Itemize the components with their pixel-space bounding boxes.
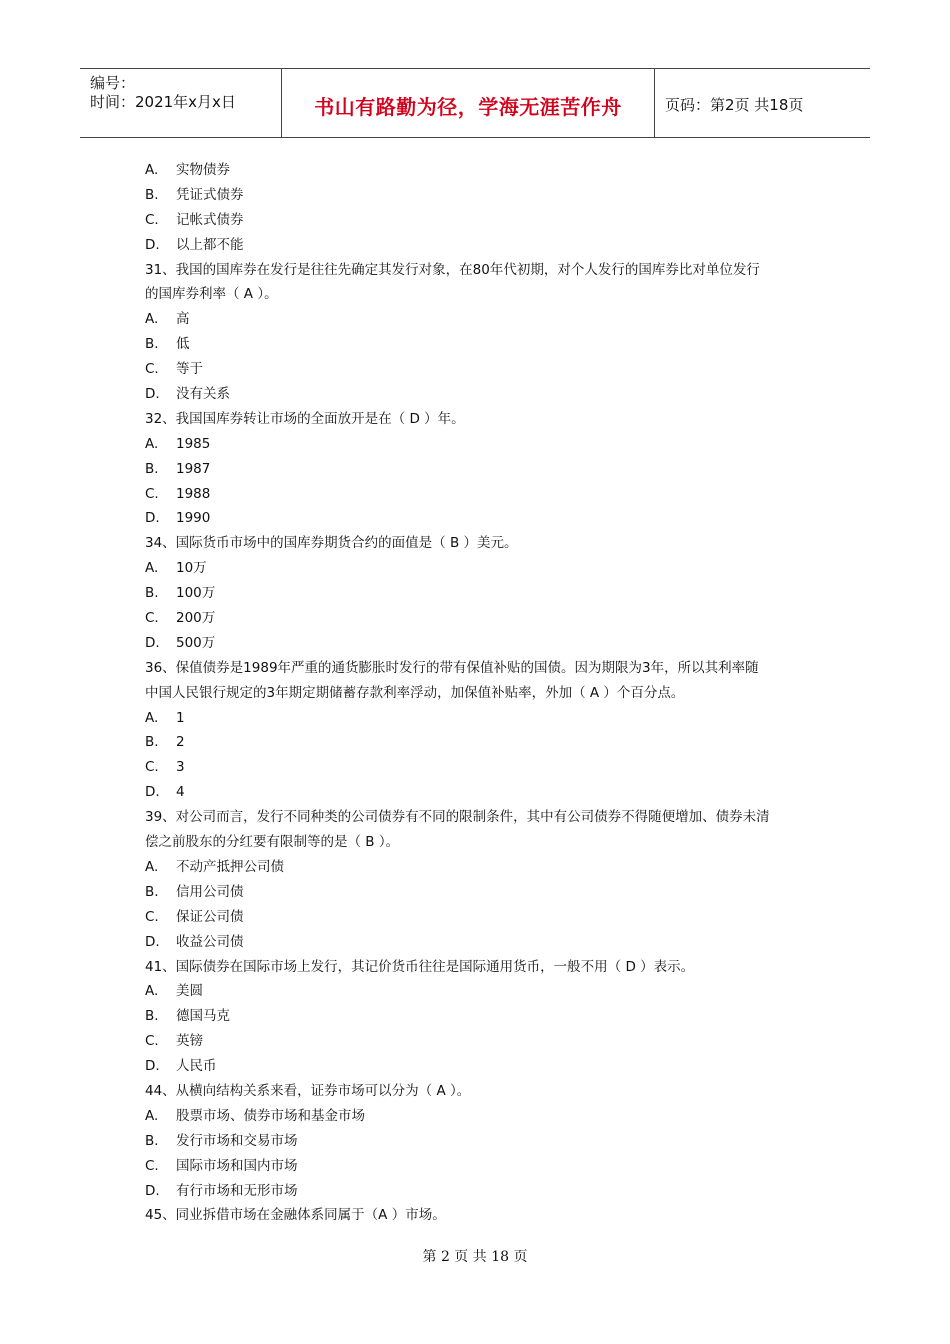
answer-option [145,457,815,482]
document-time-label: 时间：2021年x月x日 [90,93,236,111]
option-letter: B. [145,883,159,900]
option-letter: D. [145,634,160,651]
question-stem-line: 偿之前股东的分红要有限制等的是（ B ）。 [145,834,400,851]
option-text: 人民币 [176,1058,217,1075]
option-letter: D. [145,236,160,253]
option-letter: D. [145,510,160,527]
option-text: 等于 [176,361,203,378]
answer-option [145,307,815,332]
document-number-label: 编号： [90,74,136,92]
option-text: 收益公司债 [176,933,244,950]
option-text: 200万 [176,610,216,627]
answer-option [145,855,815,880]
header-page-cell [655,69,870,137]
option-text: 1 [176,709,185,726]
answer-option [145,755,815,780]
question-stem-line: 31、我国的国库券在发行是往往先确定其发行对象，在80年代初期，对个人发行的国库券比对单位发行 [145,261,760,278]
option-letter: A. [145,435,159,452]
question-stem-line: 39、对公司而言，发行不同种类的公司债券有不同的限制条件，其中有公司债券不得随便增加、债券未清 [145,809,770,826]
option-text: 2 [176,734,185,751]
answer-option [145,1104,815,1129]
option-text: 10万 [176,560,207,577]
answer-option [145,581,815,606]
answer-option [145,1154,815,1179]
answer-option [145,880,815,905]
option-letter: D. [145,784,160,801]
question-stem-line: 中国人民银行规定的3年期定期储蓄存款利率浮动，加保值补贴率，外加（ A ）个百分点。 [145,684,685,701]
header-page-label: 页码：第2页 共18页 [665,96,804,114]
option-letter: D. [145,933,160,950]
answer-option [145,706,815,731]
answer-option [145,1179,815,1204]
option-letter: B. [145,186,159,203]
question-stem-line: 32、我国国库券转让市场的全面放开是在（ D ）年。 [145,410,465,427]
page-footer: 第 2 页 共 18 页 [422,1249,528,1265]
option-text: 美圆 [176,983,203,1000]
option-text: 1990 [176,510,211,527]
option-text: 没有关系 [176,386,230,403]
question-stem-line: 34、国际货币市场中的国库券期货合约的面值是（ B ）美元。 [145,535,518,552]
option-text: 1985 [176,435,211,452]
option-letter: D. [145,1182,160,1199]
answer-option [145,1129,815,1154]
option-letter: C. [145,908,159,925]
question-list [145,158,815,1228]
answer-option [145,233,815,258]
answer-option [145,905,815,930]
answer-option [145,382,815,407]
option-letter: B. [145,585,159,602]
option-text: 记帐式债券 [176,211,244,228]
option-text: 股票市场、债券市场和基金市场 [176,1107,365,1124]
option-letter: A. [145,983,159,1000]
option-letter: A. [145,1107,159,1124]
option-text: 信用公司债 [176,883,244,900]
answer-option [145,332,815,357]
option-letter: B. [145,460,159,477]
answer-option [145,357,815,382]
answer-option [145,1029,815,1054]
option-text: 1988 [176,485,211,502]
answer-option [145,631,815,656]
answer-option [145,780,815,805]
option-text: 凭证式债券 [176,186,244,203]
option-letter: C. [145,361,159,378]
option-text: 实物债券 [176,162,230,178]
option-letter: C. [145,1033,159,1050]
question-stem-line: 44、从横向结构关系来看，证券市场可以分为（ A ）。 [145,1082,471,1099]
answer-option [145,506,815,531]
document-header [80,68,870,138]
option-letter: C. [145,485,159,502]
option-letter: C. [145,211,159,228]
option-text: 低 [176,336,190,353]
option-text: 3 [176,759,185,776]
answer-option [145,556,815,581]
answer-option [145,930,815,955]
option-text: 保证公司债 [176,908,244,925]
option-letter: A. [145,311,159,328]
option-letter: A. [145,709,159,726]
option-letter: B. [145,734,159,751]
option-text: 以上都不能 [176,236,244,253]
answer-option [145,606,815,631]
option-letter: C. [145,1157,159,1174]
option-letter: D. [145,386,160,403]
question-stem-line: 36、保值债券是1989年严重的通货膨胀时发行的带有保值补贴的国债。因为期限为3年，所以其利率随 [145,659,759,676]
option-text: 不动产抵押公司债 [176,858,284,875]
option-text: 1987 [176,460,211,477]
option-letter: A. [145,162,159,178]
option-text: 国际市场和国内市场 [176,1157,298,1174]
header-motto: 书山有路勤为径，学海无涯苦作舟 [314,95,622,119]
option-letter: A. [145,858,159,875]
answer-option [145,432,815,457]
question-stem-line: 的国库券利率（ A ）。 [145,286,278,303]
option-letter: B. [145,1132,159,1149]
question-stem-line: 41、国际债券在国际市场上发行，其记价货币往往是国际通用货币，一般不用（ D ）表示。 [145,958,695,975]
answer-option [145,208,815,233]
header-motto-cell [282,69,655,137]
option-text: 高 [176,311,190,328]
answer-option [145,1054,815,1079]
header-meta-cell [80,69,282,137]
option-text: 4 [176,784,185,801]
option-text: 500万 [176,634,216,651]
option-text: 英镑 [176,1033,203,1050]
option-letter: B. [145,336,159,353]
option-text: 有行市场和无形市场 [176,1182,298,1199]
option-text: 100万 [176,585,216,602]
option-text: 发行市场和交易市场 [176,1132,298,1149]
answer-option [145,730,815,755]
answer-option [145,979,815,1004]
answer-option [145,482,815,507]
option-letter: D. [145,1058,160,1075]
option-text: 德国马克 [176,1008,230,1025]
answer-option [145,183,815,208]
option-letter: C. [145,610,159,627]
option-letter: B. [145,1008,159,1025]
question-stem-line: 45、同业拆借市场在金融体系同属于（A ）市场。 [145,1207,446,1224]
answer-option [145,158,815,183]
option-letter: A. [145,560,159,577]
answer-option [145,1004,815,1029]
option-letter: C. [145,759,159,776]
